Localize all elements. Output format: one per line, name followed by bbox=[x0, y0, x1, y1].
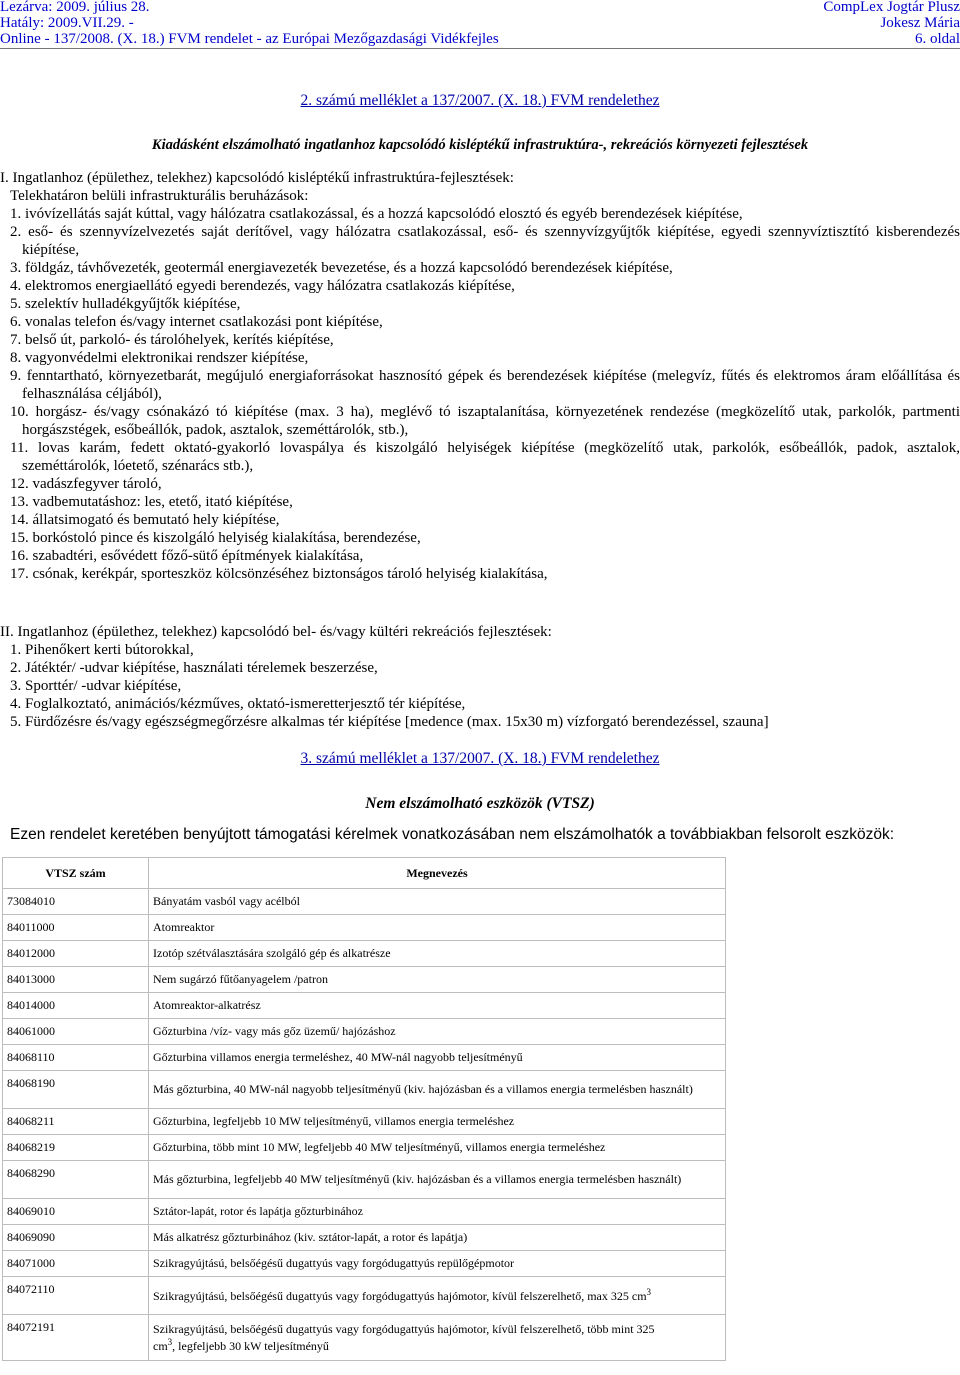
header-document-title: Online - 137/2008. (X. 18.) FVM rendelet - az Európai Mezőgazdasági Vidékfejles bbox=[0, 31, 499, 47]
table-row bbox=[3, 1225, 726, 1251]
table-row bbox=[3, 993, 726, 1019]
header-left bbox=[0, 0, 499, 47]
vtsz-code: 84068219 bbox=[3, 1135, 149, 1161]
vtsz-name-text: Szikragyújtású, belsőégésű dugattyús vagy forgódugattyús hajómotor, kívül felszerelhető, max 325 cm bbox=[153, 1289, 647, 1303]
vtsz-code: 84071000 bbox=[3, 1251, 149, 1277]
vtsz-name-text: Más alkatrész gőzturbinához (kiv. sztátor-lapát, a rotor és lapátja) bbox=[153, 1230, 468, 1244]
table-row bbox=[3, 1277, 726, 1315]
vtsz-name-part: Szikragyújtású, belsőégésű dugattyús vagy forgódugattyús hajómotor, kívül felszerelhető, több mint 325 bbox=[153, 1321, 655, 1336]
vtsz-name bbox=[149, 1019, 726, 1045]
vtsz-name-text: Gőzturbina, több mint 10 MW, legfeljebb 40 MW teljesítményű, villamos energia termeléshez bbox=[153, 1140, 606, 1154]
vtsz-name-text: Más gőzturbina, 40 MW-nál nagyobb teljesítményű (kiv. hajózásban és a villamos energia termelésben használt) bbox=[153, 1082, 693, 1096]
header-user: Jokesz Mária bbox=[880, 15, 960, 31]
list-item: 15. borkóstoló pince és kiszolgáló helyiség kialakítása, berendezése, bbox=[10, 530, 421, 546]
vtsz-code: 84069090 bbox=[3, 1225, 149, 1251]
vtsz-name bbox=[149, 993, 726, 1019]
list-item: 13. vadbemutatáshoz: les, etető, itató kiépítése, bbox=[10, 494, 293, 510]
list-item: 8. vagyonvédelmi elektronikai rendszer kiépítése, bbox=[10, 350, 309, 366]
vtsz-code: 84011000 bbox=[3, 915, 149, 941]
list-item: 1. Pihenőkert kerti bútorokkal, bbox=[10, 642, 194, 658]
annex3-title: Nem elszámolható eszközök (VTSZ) bbox=[365, 795, 595, 812]
list-item: 5. Fürdőzésre és/vagy egészségmegőrzésre alkalmas tér kiépítése [medence (max. 15x30 m) vízforgató berendezéssel, szauna] bbox=[10, 714, 769, 730]
annex2-section-2 bbox=[0, 623, 960, 731]
page-header bbox=[0, 0, 960, 48]
vtsz-code: 84072110 bbox=[3, 1277, 149, 1315]
vtsz-name-part: , legfeljebb 30 kW teljesítményű bbox=[172, 1338, 329, 1353]
table-row bbox=[3, 1019, 726, 1045]
list-item: 6. vonalas telefon és/vagy internet csatlakozási pont kiépítése, bbox=[10, 314, 383, 330]
superscript: 3 bbox=[167, 1336, 173, 1347]
vtsz-name bbox=[149, 1071, 726, 1109]
vtsz-name bbox=[149, 889, 726, 915]
vtsz-name-text: Atomreaktor-alkatrész bbox=[153, 998, 261, 1012]
vtsz-code: 84068211 bbox=[3, 1109, 149, 1135]
vtsz-name-text: Nem sugárzó fűtőanyagelem /patron bbox=[153, 972, 328, 986]
list-item: 10. horgász- és/vagy csónakázó tó kiépítése (max. 3 ha), meglévő tó iszaptalanítása, környezetének rendezése (megközelítő utak, parkolók, partmenti horgászstégek, esőbeállók, padok, asztalok, szeméttárolók, stb.), bbox=[10, 404, 960, 438]
annex2-section-1 bbox=[0, 169, 960, 583]
table-row bbox=[3, 1199, 726, 1225]
vtsz-table bbox=[2, 857, 726, 1361]
vtsz-code: 84014000 bbox=[3, 993, 149, 1019]
vtsz-name bbox=[149, 967, 726, 993]
table-row bbox=[3, 1071, 726, 1109]
vtsz-name bbox=[149, 1251, 726, 1277]
vtsz-name-text: Szikragyújtású, belsőégésű dugattyús vagy forgódugattyús repülőgépmotor bbox=[153, 1256, 515, 1270]
vtsz-name-text: Sztátor-lapát, rotor és lapátja gőzturbinához bbox=[153, 1204, 364, 1218]
list-item: 1. ivóvízellátás saját kúttal, vagy hálózatra csatlakozással, és a hozzá kapcsolódó elosztó és egyéb berendezések kiépítése, bbox=[10, 206, 743, 222]
table-row bbox=[3, 967, 726, 993]
column-header-code: VTSZ szám bbox=[3, 858, 149, 889]
list-item: 4. Foglalkoztató, animációs/kézműves, oktató-ismeretterjesztő tér kiépítése, bbox=[10, 696, 466, 712]
list-item: 14. állatsimogató és bemutató hely kiépítése, bbox=[10, 512, 280, 528]
table-row bbox=[3, 1045, 726, 1071]
vtsz-name bbox=[149, 915, 726, 941]
list-item: 16. szabadtéri, esővédett főző-sütő építmények kialakítása, bbox=[10, 548, 364, 564]
vtsz-code: 84069010 bbox=[3, 1199, 149, 1225]
list-item: 4. elektromos energiaellátó egyedi berendezés, vagy hálózatra csatlakozás kiépítése, bbox=[10, 278, 515, 294]
vtsz-name-text: Más gőzturbina, legfeljebb 40 MW teljesítményű (kiv. hajózásban és a villamos energia termelésben használt) bbox=[153, 1172, 682, 1186]
list-item: 3. földgáz, távhővezeték, geotermál energiavezeték bevezetése, és a hozzá kapcsolódó berendezések kiépítése, bbox=[10, 260, 673, 276]
section-2-heading: II. Ingatlanhoz (épülethez, telekhez) kapcsolódó bel- és/vagy kültéri rekreációs fejlesztések: bbox=[0, 624, 552, 640]
list-item: 5. szelektív hulladékgyűjtők kiépítése, bbox=[10, 296, 241, 312]
vtsz-code: 84072191 bbox=[3, 1315, 149, 1361]
vtsz-name bbox=[149, 1225, 726, 1251]
section-2-list bbox=[0, 641, 960, 731]
vtsz-name bbox=[149, 1315, 726, 1361]
vtsz-name bbox=[149, 1109, 726, 1135]
vtsz-name bbox=[149, 1135, 726, 1161]
header-effective-date: Hatály: 2009.VII.29. - bbox=[0, 15, 134, 31]
header-product: CompLex Jogtár Plusz bbox=[823, 0, 960, 15]
vtsz-name-text: Bányatám vasból vagy acélból bbox=[153, 894, 300, 908]
annex2-link[interactable]: 2. számú melléklet a 137/2007. (X. 18.) FVM rendelethez bbox=[300, 92, 660, 109]
vtsz-code: 84013000 bbox=[3, 967, 149, 993]
header-closed-date: Lezárva: 2009. július 28. bbox=[0, 0, 150, 15]
list-item: 12. vadászfegyver tároló, bbox=[10, 476, 162, 492]
list-item: 2. Játéktér/ -udvar kiépítése, használati térelemek beszerzése, bbox=[10, 660, 378, 676]
section-1-list bbox=[0, 205, 960, 583]
table-row bbox=[3, 915, 726, 941]
vtsz-name bbox=[149, 1199, 726, 1225]
annex2-title: Kiadásként elszámolható ingatlanhoz kapcsolódó kisléptékű infrastruktúra-, rekreációs környezeti fejlesztések bbox=[151, 137, 809, 153]
table-row bbox=[3, 941, 726, 967]
vtsz-name-part: cm bbox=[153, 1338, 168, 1353]
list-item: 3. Sporttér/ -udvar kiépítése, bbox=[10, 678, 182, 694]
table-header-row bbox=[3, 858, 726, 889]
table-row bbox=[3, 1109, 726, 1135]
vtsz-code: 84061000 bbox=[3, 1019, 149, 1045]
vtsz-name bbox=[149, 1045, 726, 1071]
section-1-heading: I. Ingatlanhoz (épülethez, telekhez) kapcsolódó kisléptékű infrastruktúra-fejlesztések: bbox=[0, 170, 514, 186]
section-1-subheading: Telekhatáron belüli infrastrukturális beruházások: bbox=[10, 188, 309, 204]
list-item: 11. lovas karám, fedett oktató-gyakorló lovaspálya és kiszolgáló helyiségek kiépítése (megközelítő utak, parkolók, esőbeállók, padok, asztalok, szeméttárolók, lóetető, szénarács stb.), bbox=[10, 440, 960, 474]
column-header-name: Megnevezés bbox=[149, 858, 726, 889]
list-item: 2. eső- és szennyvízelvezetés saját derítővel, vagy hálózatra csatlakozással, eső- és szennyvízgyűjtők kiépítése, egyedi szennyvíztisztító kisberendezés kiépítése, bbox=[10, 224, 960, 258]
vtsz-name bbox=[149, 1277, 726, 1315]
vtsz-name-text: Gőzturbina, legfeljebb 10 MW teljesítményű, villamos energia termeléshez bbox=[153, 1114, 515, 1128]
table-row bbox=[3, 1315, 726, 1361]
header-right bbox=[823, 0, 960, 47]
annex2-link-row bbox=[0, 92, 960, 110]
table-row bbox=[3, 889, 726, 915]
table-body bbox=[3, 889, 726, 1361]
annex3-link[interactable]: 3. számú melléklet a 137/2007. (X. 18.) FVM rendelethez bbox=[300, 750, 660, 767]
vtsz-name-text: Gőzturbina /víz- vagy más gőz üzemű/ hajózáshoz bbox=[153, 1024, 396, 1038]
vtsz-code: 84068110 bbox=[3, 1045, 149, 1071]
annex3-intro: Ezen rendelet keretében benyújtott támogatási kérelmek vonatkozásában nem elszámolhatók a továbbiakban felsorolt eszközök: bbox=[10, 826, 895, 843]
superscript: 3 bbox=[646, 1287, 652, 1297]
table-row bbox=[3, 1161, 726, 1199]
table-row bbox=[3, 1251, 726, 1277]
list-item: 7. belső út, parkoló- és tárolóhelyek, kerítés kiépítése, bbox=[10, 332, 334, 348]
table-row bbox=[3, 1135, 726, 1161]
vtsz-code: 84012000 bbox=[3, 941, 149, 967]
vtsz-name bbox=[149, 941, 726, 967]
vtsz-name bbox=[149, 1161, 726, 1199]
list-item: 17. csónak, kerékpár, sporteszköz kölcsönzéséhez biztonságos tároló helyiség kialakítása, bbox=[10, 566, 548, 582]
vtsz-code: 84068190 bbox=[3, 1071, 149, 1109]
vtsz-code: 73084010 bbox=[3, 889, 149, 915]
header-divider bbox=[0, 48, 960, 49]
vtsz-name-text: Atomreaktor bbox=[153, 920, 215, 934]
vtsz-name-text: Izotóp szétválasztására szolgáló gép és alkatrésze bbox=[153, 946, 391, 960]
vtsz-name-text: Gőzturbina villamos energia termeléshez, 40 MW-nál nagyobb teljesítményű bbox=[153, 1050, 523, 1064]
list-item: 9. fenntartható, környezetbarát, megújuló energiaforrásokat hasznosító gépek és berendezések kiépítése (melegvíz, fűtés és elektromos áram előállítása és felhasználása céljából), bbox=[10, 368, 960, 402]
vtsz-code: 84068290 bbox=[3, 1161, 149, 1199]
header-page-number: 6. oldal bbox=[915, 31, 960, 47]
annex3-link-row bbox=[0, 750, 960, 768]
